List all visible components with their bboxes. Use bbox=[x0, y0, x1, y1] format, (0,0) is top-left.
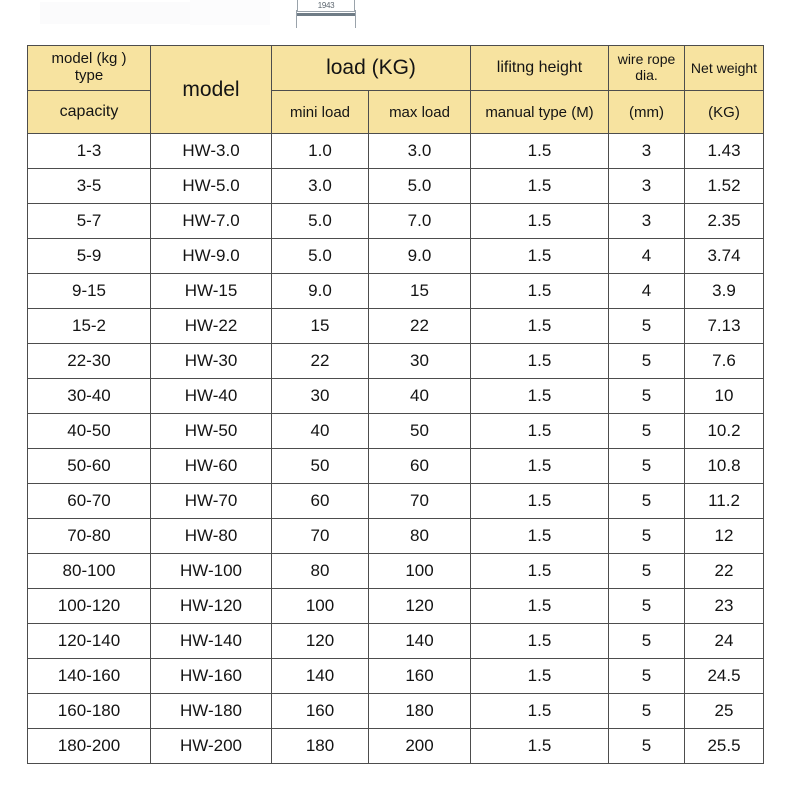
cell-mini-load: 9.0 bbox=[272, 274, 369, 309]
table-row bbox=[28, 449, 764, 484]
cell-mini-load: 80 bbox=[272, 554, 369, 589]
cell-net-weight: 25.5 bbox=[685, 729, 764, 764]
cell-mini-load: 30 bbox=[272, 379, 369, 414]
cell-max-load: 120 bbox=[369, 589, 471, 624]
cell-net-weight: 7.6 bbox=[685, 344, 764, 379]
cell-capacity: 120-140 bbox=[28, 624, 151, 659]
cell-net-weight: 22 bbox=[685, 554, 764, 589]
table-body bbox=[28, 134, 764, 764]
cell-lifting-height: 1.5 bbox=[471, 484, 609, 519]
header-manual-type: manual type (M) bbox=[471, 91, 609, 134]
header-net-weight-unit: (KG) bbox=[685, 91, 764, 134]
cell-capacity: 140-160 bbox=[28, 659, 151, 694]
cell-net-weight: 10 bbox=[685, 379, 764, 414]
header-wire-rope-unit: (mm) bbox=[609, 91, 685, 134]
cell-net-weight: 11.2 bbox=[685, 484, 764, 519]
dimension-line bbox=[296, 13, 356, 16]
header-model-type-line1: model (kg ) bbox=[51, 50, 127, 68]
cell-wire-rope-dia: 5 bbox=[609, 449, 685, 484]
cell-mini-load: 5.0 bbox=[272, 239, 369, 274]
table-row bbox=[28, 624, 764, 659]
cell-mini-load: 120 bbox=[272, 624, 369, 659]
cell-wire-rope-dia: 5 bbox=[609, 309, 685, 344]
cell-wire-rope-dia: 5 bbox=[609, 344, 685, 379]
cell-wire-rope-dia: 5 bbox=[609, 554, 685, 589]
cell-wire-rope-dia: 3 bbox=[609, 134, 685, 169]
cell-model: HW-9.0 bbox=[151, 239, 272, 274]
cell-mini-load: 1.0 bbox=[272, 134, 369, 169]
cell-net-weight: 12 bbox=[685, 519, 764, 554]
table-row bbox=[28, 659, 764, 694]
table-row bbox=[28, 344, 764, 379]
table-row bbox=[28, 519, 764, 554]
header-row-bottom bbox=[28, 91, 764, 134]
cell-max-load: 180 bbox=[369, 694, 471, 729]
cell-wire-rope-dia: 3 bbox=[609, 169, 685, 204]
cell-wire-rope-dia: 5 bbox=[609, 379, 685, 414]
cell-capacity: 60-70 bbox=[28, 484, 151, 519]
top-artifact-area bbox=[0, 0, 800, 40]
cell-net-weight: 1.52 bbox=[685, 169, 764, 204]
cell-capacity: 80-100 bbox=[28, 554, 151, 589]
cell-model: HW-120 bbox=[151, 589, 272, 624]
header-row-top bbox=[28, 46, 764, 91]
cell-model: HW-140 bbox=[151, 624, 272, 659]
table-header bbox=[28, 46, 764, 134]
cell-capacity: 160-180 bbox=[28, 694, 151, 729]
cell-lifting-height: 1.5 bbox=[471, 519, 609, 554]
cell-mini-load: 3.0 bbox=[272, 169, 369, 204]
dimension-callout-box bbox=[297, 0, 355, 12]
cell-max-load: 50 bbox=[369, 414, 471, 449]
cell-mini-load: 180 bbox=[272, 729, 369, 764]
cell-wire-rope-dia: 5 bbox=[609, 519, 685, 554]
table-row bbox=[28, 379, 764, 414]
cell-model: HW-180 bbox=[151, 694, 272, 729]
header-net-weight: Net weight bbox=[685, 46, 764, 91]
cell-net-weight: 24 bbox=[685, 624, 764, 659]
cell-model: HW-200 bbox=[151, 729, 272, 764]
table-row bbox=[28, 414, 764, 449]
cell-net-weight: 25 bbox=[685, 694, 764, 729]
cell-net-weight: 3.9 bbox=[685, 274, 764, 309]
cell-lifting-height: 1.5 bbox=[471, 274, 609, 309]
table-row bbox=[28, 589, 764, 624]
cell-model: HW-50 bbox=[151, 414, 272, 449]
cell-wire-rope-dia: 5 bbox=[609, 589, 685, 624]
header-capacity: capacity bbox=[28, 91, 151, 134]
cell-wire-rope-dia: 5 bbox=[609, 659, 685, 694]
cell-capacity: 5-9 bbox=[28, 239, 151, 274]
table-row bbox=[28, 239, 764, 274]
cell-model: HW-160 bbox=[151, 659, 272, 694]
cell-model: HW-5.0 bbox=[151, 169, 272, 204]
cell-lifting-height: 1.5 bbox=[471, 239, 609, 274]
cell-capacity: 22-30 bbox=[28, 344, 151, 379]
cell-capacity: 50-60 bbox=[28, 449, 151, 484]
cell-lifting-height: 1.5 bbox=[471, 694, 609, 729]
specification-table-container bbox=[27, 45, 763, 764]
cell-net-weight: 10.2 bbox=[685, 414, 764, 449]
dimension-tick-right bbox=[355, 10, 356, 28]
cell-net-weight: 1.43 bbox=[685, 134, 764, 169]
header-mini-load: mini load bbox=[272, 91, 369, 134]
cell-wire-rope-dia: 3 bbox=[609, 204, 685, 239]
cell-wire-rope-dia: 5 bbox=[609, 694, 685, 729]
header-model: model bbox=[151, 46, 272, 134]
table-row bbox=[28, 134, 764, 169]
cell-mini-load: 22 bbox=[272, 344, 369, 379]
cell-lifting-height: 1.5 bbox=[471, 414, 609, 449]
cell-max-load: 7.0 bbox=[369, 204, 471, 239]
cell-model: HW-60 bbox=[151, 449, 272, 484]
specification-table bbox=[27, 45, 764, 764]
cell-lifting-height: 1.5 bbox=[471, 134, 609, 169]
header-model-type-line2: type bbox=[74, 67, 104, 84]
cell-max-load: 80 bbox=[369, 519, 471, 554]
cell-wire-rope-dia: 5 bbox=[609, 624, 685, 659]
cell-model: HW-80 bbox=[151, 519, 272, 554]
ghost-image-block-right bbox=[190, 0, 270, 25]
cell-capacity: 1-3 bbox=[28, 134, 151, 169]
cell-max-load: 15 bbox=[369, 274, 471, 309]
header-max-load: max load bbox=[369, 91, 471, 134]
cell-net-weight: 23 bbox=[685, 589, 764, 624]
cell-net-weight: 7.13 bbox=[685, 309, 764, 344]
cell-mini-load: 40 bbox=[272, 414, 369, 449]
cell-net-weight: 24.5 bbox=[685, 659, 764, 694]
table-row bbox=[28, 729, 764, 764]
cell-max-load: 200 bbox=[369, 729, 471, 764]
cell-max-load: 22 bbox=[369, 309, 471, 344]
cell-capacity: 3-5 bbox=[28, 169, 151, 204]
cell-mini-load: 160 bbox=[272, 694, 369, 729]
cell-max-load: 5.0 bbox=[369, 169, 471, 204]
table-row bbox=[28, 694, 764, 729]
cell-net-weight: 3.74 bbox=[685, 239, 764, 274]
cell-lifting-height: 1.5 bbox=[471, 624, 609, 659]
cell-capacity: 30-40 bbox=[28, 379, 151, 414]
cell-net-weight: 2.35 bbox=[685, 204, 764, 239]
cell-capacity: 180-200 bbox=[28, 729, 151, 764]
cell-lifting-height: 1.5 bbox=[471, 554, 609, 589]
cell-lifting-height: 1.5 bbox=[471, 379, 609, 414]
table-row bbox=[28, 484, 764, 519]
cell-model: HW-100 bbox=[151, 554, 272, 589]
cell-lifting-height: 1.5 bbox=[471, 344, 609, 379]
cell-capacity: 40-50 bbox=[28, 414, 151, 449]
cell-lifting-height: 1.5 bbox=[471, 589, 609, 624]
cell-capacity: 15-2 bbox=[28, 309, 151, 344]
cell-max-load: 100 bbox=[369, 554, 471, 589]
cell-model: HW-30 bbox=[151, 344, 272, 379]
cell-mini-load: 60 bbox=[272, 484, 369, 519]
cell-lifting-height: 1.5 bbox=[471, 204, 609, 239]
cell-capacity: 100-120 bbox=[28, 589, 151, 624]
cell-net-weight: 10.8 bbox=[685, 449, 764, 484]
cell-mini-load: 70 bbox=[272, 519, 369, 554]
cell-max-load: 70 bbox=[369, 484, 471, 519]
cell-max-load: 160 bbox=[369, 659, 471, 694]
cell-model: HW-15 bbox=[151, 274, 272, 309]
cell-capacity: 70-80 bbox=[28, 519, 151, 554]
table-row bbox=[28, 274, 764, 309]
cell-mini-load: 140 bbox=[272, 659, 369, 694]
header-model-type bbox=[28, 46, 151, 91]
cell-mini-load: 5.0 bbox=[272, 204, 369, 239]
cell-lifting-height: 1.5 bbox=[471, 309, 609, 344]
table-row bbox=[28, 169, 764, 204]
cell-model: HW-3.0 bbox=[151, 134, 272, 169]
cell-wire-rope-dia: 5 bbox=[609, 414, 685, 449]
cell-max-load: 140 bbox=[369, 624, 471, 659]
dimension-tick-left bbox=[296, 10, 297, 28]
cell-model: HW-70 bbox=[151, 484, 272, 519]
header-wire-rope-dia-line2: dia. bbox=[635, 67, 658, 83]
cell-lifting-height: 1.5 bbox=[471, 449, 609, 484]
dimension-callout-label: 1943 bbox=[317, 1, 335, 10]
cell-capacity: 5-7 bbox=[28, 204, 151, 239]
table-row bbox=[28, 309, 764, 344]
cell-model: HW-22 bbox=[151, 309, 272, 344]
header-wire-rope-dia bbox=[609, 46, 685, 91]
cell-lifting-height: 1.5 bbox=[471, 169, 609, 204]
cell-model: HW-7.0 bbox=[151, 204, 272, 239]
cell-wire-rope-dia: 4 bbox=[609, 239, 685, 274]
cell-model: HW-40 bbox=[151, 379, 272, 414]
cell-lifting-height: 1.5 bbox=[471, 729, 609, 764]
cell-wire-rope-dia: 5 bbox=[609, 484, 685, 519]
table-row bbox=[28, 204, 764, 239]
cell-max-load: 9.0 bbox=[369, 239, 471, 274]
cell-max-load: 30 bbox=[369, 344, 471, 379]
cell-max-load: 40 bbox=[369, 379, 471, 414]
header-wire-rope-dia-line1: wire rope bbox=[617, 51, 676, 68]
table-row bbox=[28, 554, 764, 589]
cell-capacity: 9-15 bbox=[28, 274, 151, 309]
cell-max-load: 60 bbox=[369, 449, 471, 484]
cell-wire-rope-dia: 4 bbox=[609, 274, 685, 309]
cell-lifting-height: 1.5 bbox=[471, 659, 609, 694]
cell-wire-rope-dia: 5 bbox=[609, 729, 685, 764]
header-load: load (KG) bbox=[272, 46, 471, 91]
header-lifting-height: lifitng height bbox=[471, 46, 609, 91]
cell-mini-load: 15 bbox=[272, 309, 369, 344]
cell-mini-load: 100 bbox=[272, 589, 369, 624]
cell-mini-load: 50 bbox=[272, 449, 369, 484]
cell-max-load: 3.0 bbox=[369, 134, 471, 169]
